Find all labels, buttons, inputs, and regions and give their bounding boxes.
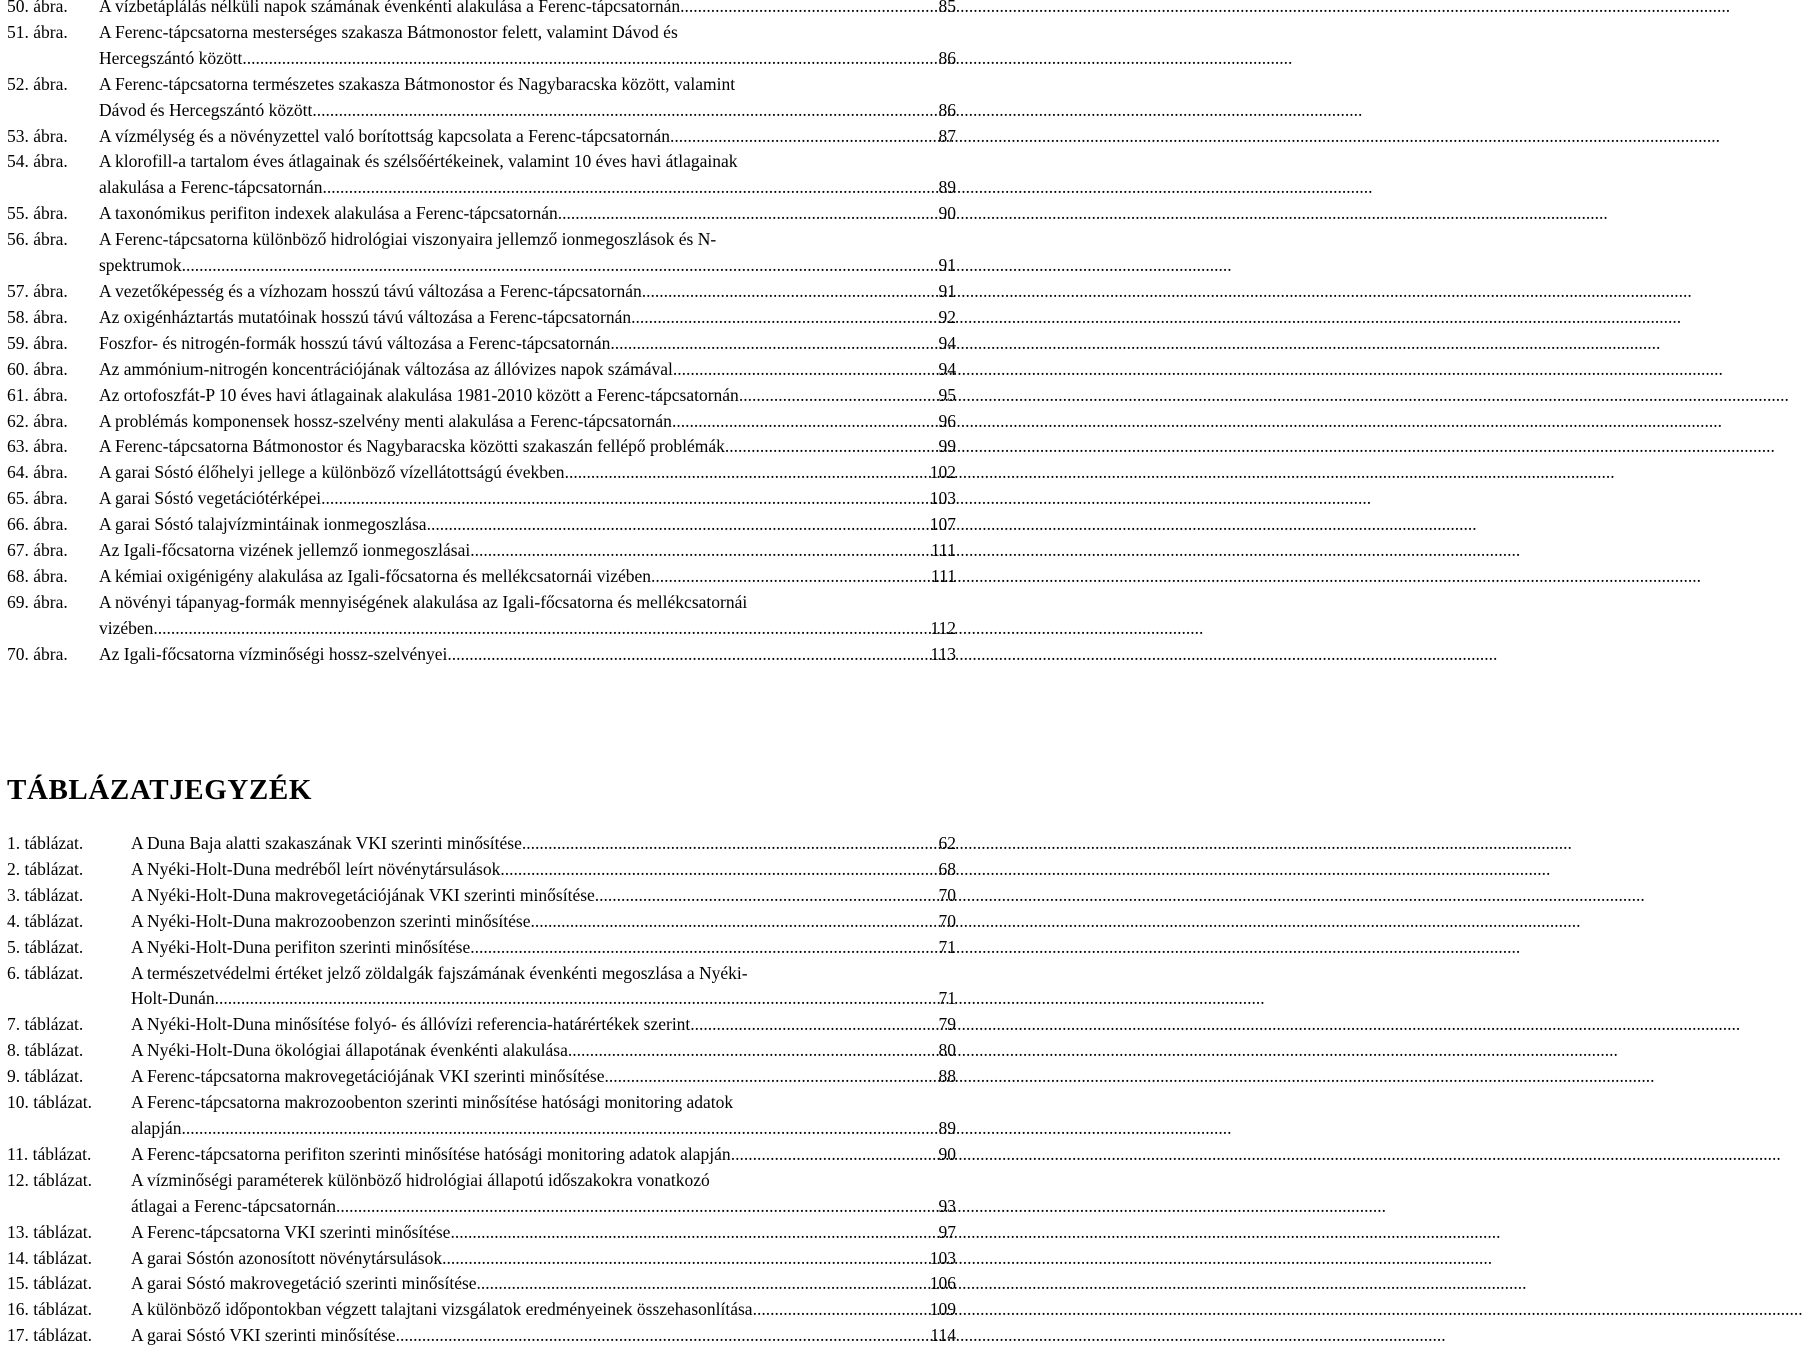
table-entry[interactable]: [7, 909, 956, 935]
entry-number: 8. táblázat.: [7, 1040, 84, 1061]
entry-number: 50. ábra.: [7, 0, 68, 16]
entry-caption-lead: A vízminőségi paraméterek különböző hidrológiai állapotú időszakokra vonatkozó: [131, 1169, 710, 1190]
table-list: [7, 831, 956, 1349]
page-number: 88: [938, 1066, 956, 1087]
entry-caption-text: A vízbetáplálás nélküli napok számának évenkénti alakulása a Ferenc-tápcsatornán: [99, 0, 681, 16]
entry-caption-text: A vízmélység és a növényzettel való borítottság kapcsolata a Ferenc-tápcsatornán: [99, 125, 670, 146]
entry-caption-text: A Nyéki-Holt-Duna medréből leírt növénytársulások: [131, 858, 501, 879]
entry-caption-text: A Ferenc-tápcsatorna perifiton szerinti minősítése hatósági monitoring adatok alapján: [131, 1143, 731, 1164]
entry-caption: [99, 642, 956, 668]
entry-caption: [131, 1090, 956, 1142]
entry-number: 58. ábra.: [7, 306, 68, 327]
leader-dots: [558, 201, 939, 227]
entry-number: 14. táblázat.: [7, 1247, 93, 1268]
page-number: 89: [938, 177, 956, 198]
page-number: 111: [931, 565, 956, 586]
entry-caption: [131, 1012, 956, 1038]
entry-caption: [99, 486, 956, 512]
figure-entry[interactable]: [7, 383, 956, 409]
entry-caption: [99, 538, 956, 564]
entry-caption-text: Foszfor- és nitrogén-formák hosszú távú változása a Ferenc-tápcsatornán: [99, 332, 611, 353]
figure-entry[interactable]: [7, 227, 956, 279]
leader-dots: [522, 831, 939, 857]
entry-caption: [99, 305, 956, 331]
leader-dots: [651, 564, 931, 590]
page-number: 111: [931, 540, 956, 561]
entry-caption-text: vizében: [99, 617, 154, 638]
page-number: 86: [938, 99, 956, 120]
entry-caption: [99, 124, 956, 150]
entry-caption-text: Az ammónium-nitrogén koncentrációjának változása az állóvizes napok számával: [99, 358, 673, 379]
entry-caption: [99, 512, 956, 538]
entry-caption-text: A garai Sóstón azonosított növénytársulások: [131, 1247, 443, 1268]
leader-dots: [427, 512, 930, 538]
entry-caption-text: Dávod és Hercegszántó között: [99, 99, 313, 120]
entry-number: 65. ábra.: [7, 488, 68, 509]
page-number: 112: [930, 617, 956, 638]
entry-number: 60. ábra.: [7, 358, 68, 379]
entry-caption: [131, 909, 956, 935]
entry-caption: [99, 20, 956, 72]
leader-dots: [470, 935, 938, 961]
page-number: 109: [929, 1299, 956, 1320]
leader-dots: [242, 46, 938, 72]
leader-dots: [604, 1064, 938, 1090]
table-entry[interactable]: [7, 857, 956, 883]
table-entry[interactable]: [7, 1142, 956, 1168]
table-entry[interactable]: [7, 1271, 956, 1297]
page-number: 106: [929, 1273, 956, 1294]
entry-number: 56. ábra.: [7, 229, 68, 250]
entry-caption-text: A garai Sóstó élőhelyi jellege a különböző vízellátottságú években: [99, 462, 565, 483]
leader-dots: [725, 434, 939, 460]
entry-caption: [99, 590, 956, 642]
entry-number: 62. ábra.: [7, 410, 68, 431]
leader-dots: [215, 986, 939, 1012]
page-number: 91: [938, 255, 956, 276]
leader-dots: [670, 124, 939, 150]
entry-caption: [131, 1038, 956, 1064]
entry-caption-lead: A Ferenc-tápcsatorna mesterséges szakasza Bátmonostor felett, valamint Dávod és: [99, 21, 678, 42]
entry-caption-lead: A klorofill-a tartalom éves átlagainak és szélsőértékeinek, valamint 10 éves havi átlagainak: [99, 151, 738, 172]
table-entry[interactable]: [7, 1323, 956, 1349]
table-entry[interactable]: [7, 1090, 956, 1142]
entry-number: 10. táblázat.: [7, 1092, 93, 1113]
page-number: 62: [938, 833, 956, 853]
entry-number: 1. táblázat.: [7, 833, 84, 853]
entry-caption-text: A Nyéki-Holt-Duna makrovegetációjának VKI szerinti minősítése: [131, 884, 595, 905]
leader-dots: [673, 357, 939, 383]
entry-caption: [99, 564, 956, 590]
table-entry[interactable]: [7, 1168, 956, 1220]
entry-number: 9. táblázat.: [7, 1066, 84, 1087]
table-entry[interactable]: [7, 961, 956, 1013]
page-number: 79: [938, 1014, 956, 1035]
entry-number: 51. ábra.: [7, 21, 68, 42]
table-entry[interactable]: [7, 1246, 956, 1272]
leader-dots: [731, 1142, 939, 1168]
entry-caption: [99, 460, 956, 486]
entry-number: 61. ábra.: [7, 384, 68, 405]
entry-number: 67. ábra.: [7, 540, 68, 561]
entry-caption-text: A garai Sóstó VKI szerinti minősítése: [131, 1325, 396, 1346]
page-number: 87: [938, 125, 956, 146]
figure-entry[interactable]: [7, 124, 956, 150]
figure-entry[interactable]: [7, 357, 956, 383]
entry-number: 16. táblázat.: [7, 1299, 93, 1320]
entry-caption: [99, 149, 956, 201]
entry-caption-lead: A Ferenc-tápcsatorna különböző hidrológiai viszonyaira jellemző ionmegoszlások és N-: [99, 229, 717, 250]
leader-dots: [631, 305, 938, 331]
figure-list: [7, 0, 956, 668]
leader-dots: [477, 1271, 930, 1297]
page-number: 89: [938, 1117, 956, 1138]
entry-caption-text: A Ferenc-tápcsatorna VKI szerinti minősítése: [131, 1221, 451, 1242]
leader-dots: [182, 253, 939, 279]
figure-entry[interactable]: [7, 201, 956, 227]
page-number: 95: [938, 384, 956, 405]
figure-entry[interactable]: [7, 305, 956, 331]
entry-number: 7. táblázat.: [7, 1014, 84, 1035]
entry-caption: [99, 279, 956, 305]
table-entry[interactable]: [7, 935, 956, 961]
entry-caption: [99, 72, 956, 124]
figure-entry[interactable]: [7, 409, 956, 435]
page-number: 103: [929, 1247, 956, 1268]
table-entry[interactable]: [7, 1064, 956, 1090]
leader-dots: [182, 1116, 939, 1142]
page-number: 107: [929, 514, 956, 535]
entry-caption: [131, 935, 956, 961]
leader-dots: [396, 1323, 931, 1349]
leader-dots: [739, 383, 939, 409]
entry-number: 52. ábra.: [7, 73, 68, 94]
entry-caption-text: A Nyéki-Holt-Duna perifiton szerinti minősítése: [131, 936, 471, 957]
table-entry[interactable]: [7, 1220, 956, 1246]
figure-entry[interactable]: [7, 279, 956, 305]
page-number: 90: [938, 1143, 956, 1164]
entry-number: 12. táblázat.: [7, 1169, 93, 1190]
table-entry[interactable]: [7, 1297, 956, 1323]
page-number: 91: [938, 280, 956, 301]
page-number: 113: [930, 643, 956, 664]
entry-caption-text: átlagai a Ferenc-tápcsatornán: [131, 1195, 337, 1216]
leader-dots: [690, 1012, 938, 1038]
figure-entry[interactable]: [7, 20, 956, 72]
page-number: 94: [938, 332, 956, 353]
entry-caption: [131, 1297, 956, 1323]
page-number: 70: [938, 910, 956, 931]
leader-dots: [500, 857, 938, 883]
figure-entry[interactable]: [7, 72, 956, 124]
entry-number: 4. táblázat.: [7, 910, 84, 931]
entry-number: 55. ábra.: [7, 203, 68, 224]
page-number: 68: [938, 858, 956, 879]
leader-dots: [447, 642, 930, 668]
entry-caption-text: A Nyéki-Holt-Duna makrozoobenzon szerinti minősítése: [131, 910, 531, 931]
figure-entry[interactable]: [7, 460, 956, 486]
leader-dots: [530, 909, 938, 935]
figure-entry[interactable]: [7, 564, 956, 590]
entry-caption-text: A taxonómikus perifiton indexek alakulása a Ferenc-tápcsatornán: [99, 203, 558, 224]
page-number: 92: [938, 306, 956, 327]
page-number: 114: [930, 1325, 956, 1346]
entry-caption-text: A Duna Baja alatti szakaszának VKI szerinti minősítése: [131, 833, 522, 853]
entry-caption-text: A garai Sóstó makrovegetáció szerinti minősítése: [131, 1273, 477, 1294]
entry-caption-lead: A Ferenc-tápcsatorna makrozoobenton szerinti minősítése hatósági monitoring adatok: [131, 1092, 734, 1113]
entry-number: 64. ábra.: [7, 462, 68, 483]
entry-caption-text: Hercegszántó között: [99, 47, 243, 68]
leader-dots: [442, 1246, 930, 1272]
leader-dots: [595, 883, 939, 909]
entry-number: 59. ábra.: [7, 332, 68, 353]
entry-caption-text: A vezetőképesség és a vízhozam hosszú távú változása a Ferenc-tápcsatornán: [99, 280, 642, 301]
leader-dots: [470, 538, 931, 564]
entry-number: 53. ábra.: [7, 125, 68, 146]
entry-caption-text: spektrumok: [99, 255, 182, 276]
page-number: 71: [938, 988, 956, 1009]
page-number: 85: [938, 0, 956, 16]
entry-number: 70. ábra.: [7, 643, 68, 664]
page-number: 103: [929, 488, 956, 509]
figure-entry[interactable]: [7, 590, 956, 642]
entry-caption: [131, 857, 956, 883]
entry-caption-text: A garai Sóstó vegetációtérképei: [99, 488, 322, 509]
page-number: 93: [938, 1195, 956, 1216]
entry-caption: [99, 0, 956, 20]
figure-entry[interactable]: [7, 149, 956, 201]
entry-caption-text: A Ferenc-tápcsatorna makrovegetációjának VKI szerinti minősítése: [131, 1066, 605, 1087]
tables-heading: TÁBLÁZATJEGYZÉK: [7, 774, 312, 806]
entry-number: 69. ábra.: [7, 591, 68, 612]
entry-caption-text: A garai Sóstó talajvízmintáinak ionmegoszlása: [99, 514, 427, 535]
figure-entry[interactable]: [7, 331, 956, 357]
table-entry[interactable]: [7, 883, 956, 909]
entry-caption: [131, 1246, 956, 1272]
entry-caption: [131, 1323, 956, 1349]
figure-entry[interactable]: [7, 642, 956, 668]
figure-entry[interactable]: [7, 434, 956, 460]
entry-caption-text: A Nyéki-Holt-Duna ökológiai állapotának évenkénti alakulása: [131, 1040, 568, 1061]
entry-caption: [131, 1220, 956, 1246]
entry-caption-text: Az oxigénháztartás mutatóinak hosszú távú változása a Ferenc-tápcsatornán: [99, 306, 632, 327]
leader-dots: [153, 616, 930, 642]
entry-caption-text: alakulása a Ferenc-tápcsatornán: [99, 177, 323, 198]
figure-entry[interactable]: [7, 538, 956, 564]
figure-entry[interactable]: [7, 512, 956, 538]
page-number: 70: [938, 884, 956, 905]
leader-dots: [568, 1038, 939, 1064]
entry-caption-lead: A Ferenc-tápcsatorna természetes szakasza Bátmonostor és Nagybaracska között, valamint: [99, 73, 736, 94]
entry-caption: [131, 831, 956, 857]
page-number: 99: [938, 436, 956, 457]
entry-number: 68. ábra.: [7, 565, 68, 586]
entry-caption-text: Az Igali-főcsatorna vízminőségi hossz-szelvényei: [99, 643, 448, 664]
entry-caption-text: A kémiai oxigénigény alakulása az Igali-főcsatorna és mellékcsatornái vizében: [99, 565, 651, 586]
entry-number: 66. ábra.: [7, 514, 68, 535]
page-number: 96: [938, 410, 956, 431]
entry-number: 13. táblázat.: [7, 1221, 93, 1242]
entry-caption: [99, 383, 956, 409]
entry-caption: [131, 1142, 956, 1168]
entry-caption-text: A Nyéki-Holt-Duna minősítése folyó- és állóvízi referencia-határértékek szerint: [131, 1014, 691, 1035]
entry-number: 63. ábra.: [7, 436, 68, 457]
page-number: 90: [938, 203, 956, 224]
entry-number: 5. táblázat.: [7, 936, 84, 957]
entry-caption: [99, 331, 956, 357]
figure-entry[interactable]: [7, 486, 956, 512]
page-number: 97: [938, 1221, 956, 1242]
leader-dots: [672, 409, 939, 435]
entry-number: 17. táblázat.: [7, 1325, 93, 1346]
entry-caption: [99, 434, 956, 460]
leader-dots: [565, 460, 930, 486]
leader-dots: [336, 1194, 938, 1220]
entry-caption-text: alapján: [131, 1117, 182, 1138]
leader-dots: [753, 1297, 930, 1323]
leader-dots: [450, 1220, 938, 1246]
page-number: 71: [938, 936, 956, 957]
entry-caption-text: A különböző időpontokban végzett talajtani vizsgálatok eredményeinek összehasonlítása: [131, 1299, 753, 1320]
entry-caption-text: Holt-Dunán: [131, 988, 215, 1009]
leader-dots: [321, 486, 930, 512]
entry-caption: [99, 201, 956, 227]
leader-dots: [680, 0, 938, 20]
entry-caption: [131, 1271, 956, 1297]
leader-dots: [610, 331, 938, 357]
entry-caption-text: Az Igali-főcsatorna vizének jellemző ionmegoszlásai: [99, 540, 471, 561]
entry-caption-text: A problémás komponensek hossz-szelvény menti alakulása a Ferenc-tápcsatornán: [99, 410, 672, 431]
table-entry[interactable]: [7, 831, 956, 857]
leader-dots: [312, 98, 938, 124]
entry-number: 57. ábra.: [7, 280, 68, 301]
entry-caption: [131, 1064, 956, 1090]
figure-entry[interactable]: [7, 0, 956, 20]
entry-number: 11. táblázat.: [7, 1143, 92, 1164]
entry-caption-text: A Ferenc-tápcsatorna Bátmonostor és Nagybaracska közötti szakaszán fellépő problémák: [99, 436, 725, 457]
entry-caption-text: Az ortofoszfát-P 10 éves havi átlagainak alakulása 1981-2010 között a Ferenc-tápcsatornán: [99, 384, 739, 405]
entry-number: 54. ábra.: [7, 151, 68, 172]
leader-dots: [642, 279, 939, 305]
entry-caption: [131, 883, 956, 909]
page-number: 80: [938, 1040, 956, 1061]
entry-number: 6. táblázat.: [7, 962, 84, 983]
entry-caption-lead: A természetvédelmi értéket jelző zöldalgák fajszámának évenkénti megoszlása a Nyéki-: [131, 962, 748, 983]
page-number: 86: [938, 47, 956, 68]
entry-number: 3. táblázat.: [7, 884, 84, 905]
table-entry[interactable]: [7, 1038, 956, 1064]
entry-number: 2. táblázat.: [7, 858, 84, 879]
entry-caption-lead: A növényi tápanyag-formák mennyiségének alakulása az Igali-főcsatorna és mellékcsatornái: [99, 591, 748, 612]
entry-number: 15. táblázat.: [7, 1273, 93, 1294]
entry-caption: [99, 227, 956, 279]
table-entry[interactable]: [7, 1012, 956, 1038]
entry-caption: [99, 409, 956, 435]
leader-dots: [323, 175, 939, 201]
entry-caption: [131, 961, 956, 1013]
page-number: 94: [938, 358, 956, 379]
entry-caption: [99, 357, 956, 383]
page-number: 102: [929, 462, 956, 483]
entry-caption: [131, 1168, 956, 1220]
